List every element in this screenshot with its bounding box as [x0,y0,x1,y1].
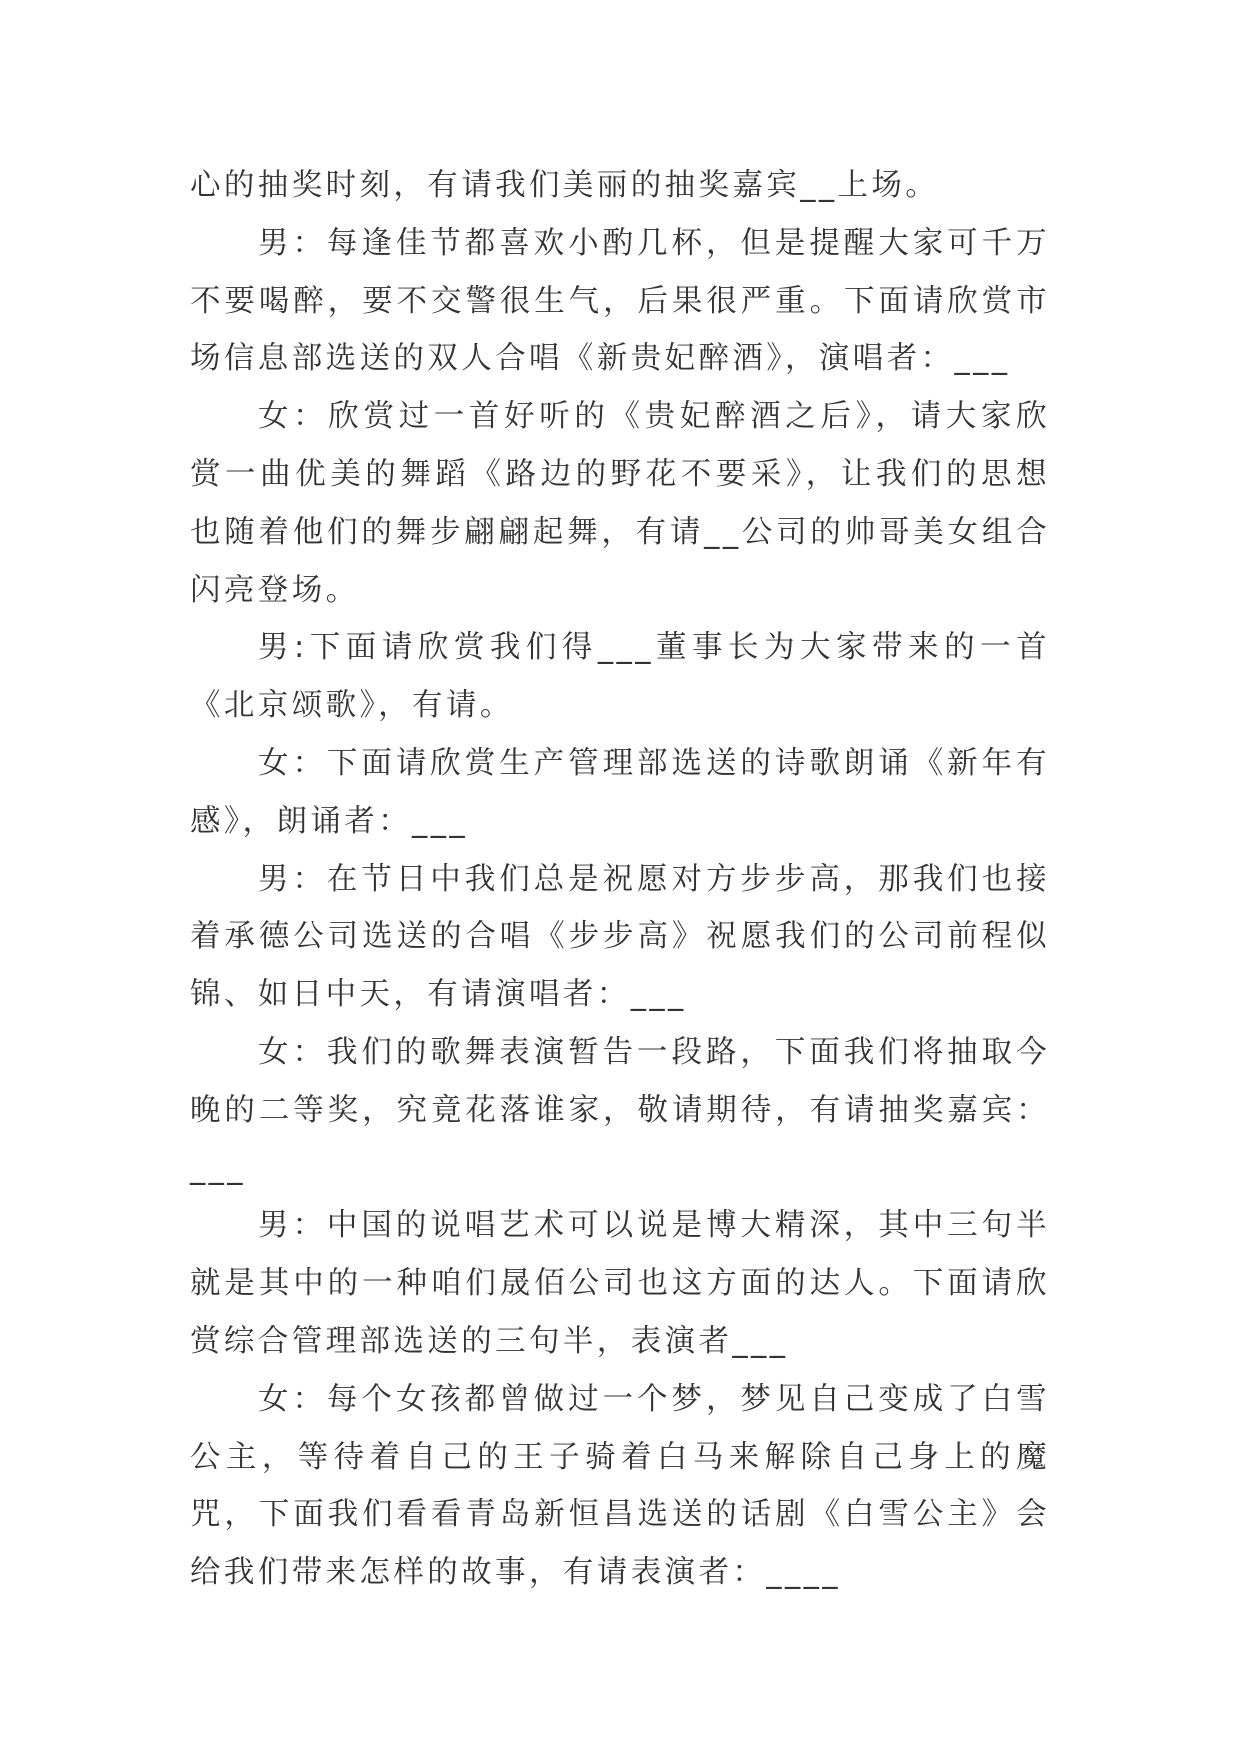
paragraph: 女：下面请欣赏生产管理部选送的诗歌朗诵《新年有感》，朗诵者：___ [190,745,1050,839]
paragraph: 心的抽奖时刻，有请我们美丽的抽奖嘉宾__上场。 [190,168,940,203]
paragraph: 男：中国的说唱艺术可以说是博大精深，其中三句半就是其中的一种咱们晟佰公司也这方面的达人。下面请欣赏综合管理部选送的三句半，表演者___ [190,1208,1050,1359]
paragraph: 女：每个女孩都曾做过一个梦，梦见自己变成了白雪公主，等待着自己的王子骑着白马来解除自己身上的魔咒，下面我们看看青岛新恒昌选送的话剧《白雪公主》会给我们带来怎样的故事，有请表演者：____ [190,1381,1050,1591]
paragraph: 女：欣赏过一首好听的《贵妃醉酒之后》，请大家欣赏一曲优美的舞蹈《路边的野花不要采》，让我们的思想也随着他们的舞步翩翩起舞，有请__公司的帅哥美女组合闪亮登场。 [190,399,1050,608]
paragraph: 男:下面请欣赏我们得___董事长为大家带来的一首《北京颂歌》，有请。 [190,630,1050,724]
document-body [190,157,1050,1602]
paragraph: 女：我们的歌舞表演暂告一段路，下面我们将抽取今晚的二等奖，究竟花落谁家，敬请期待，有请抽奖嘉宾：___ [190,1034,1050,1186]
paragraph: 男：在节日中我们总是祝愿对方步步高，那我们也接着承德公司选送的合唱《步步高》祝愿我们的公司前程似锦、如日中天，有请演唱者：___ [190,861,1050,1013]
paragraph: 男：每逢佳节都喜欢小酌几杯，但是提醒大家可千万不要喝醉，要不交警很生气，后果很严重。下面请欣赏市场信息部选送的双人合唱《新贵妃醉酒》，演唱者：___ [190,225,1050,377]
